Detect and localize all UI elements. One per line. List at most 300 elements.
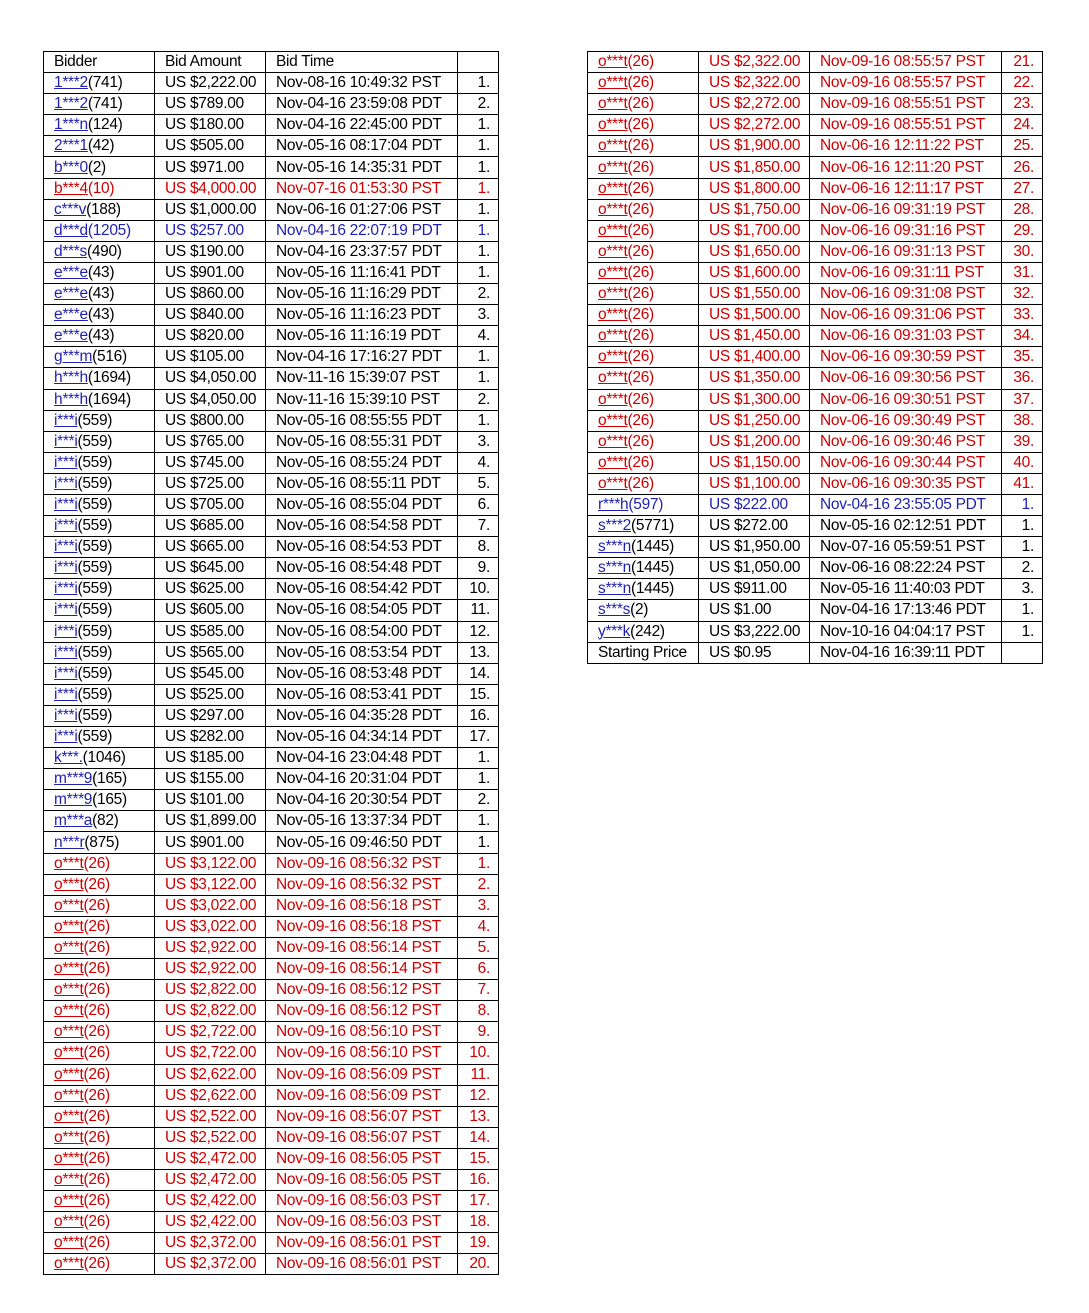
bidder-link[interactable]: o***t (54, 938, 84, 956)
feedback-score: (516) (92, 348, 127, 366)
table-row (44, 1191, 499, 1212)
feedback-score: (26) (83, 917, 110, 935)
bid-amount-cell: US $565.00 (155, 642, 266, 663)
bidder-link[interactable]: o***t (598, 306, 628, 324)
bidder-link[interactable]: o***t (54, 1023, 84, 1041)
bidder-cell (44, 537, 155, 558)
bid-amount-cell: US $2,422.00 (155, 1212, 266, 1233)
feedback-score: (26) (83, 1086, 110, 1104)
table-row (588, 136, 1043, 157)
bid-time-cell: Nov-09-16 08:56:03 PST (266, 1212, 458, 1233)
bidder-link[interactable]: o***t (598, 348, 628, 366)
bid-time-cell: Nov-06-16 09:31:19 PST (810, 199, 1002, 220)
bid-rank-cell: 5. (458, 937, 499, 958)
bid-amount-cell: US $155.00 (155, 769, 266, 790)
table-row (44, 431, 499, 452)
bidder-link[interactable]: o***t (598, 179, 628, 197)
bidder-link[interactable]: o***t (54, 896, 84, 914)
feedback-score: (26) (627, 474, 654, 492)
bid-rank-cell: 30. (1002, 241, 1043, 262)
table-row (44, 811, 499, 832)
bidder-link[interactable]: i***i (54, 664, 78, 682)
table-row (588, 368, 1043, 389)
bid-time-cell: Nov-05-16 08:54:58 PDT (266, 516, 458, 537)
bidder-cell (44, 1127, 155, 1148)
bidder-link[interactable]: o***t (54, 1192, 84, 1210)
bidder-link[interactable]: o***t (598, 369, 628, 387)
bidder-cell (588, 368, 699, 389)
bid-rank-cell: 20. (458, 1254, 499, 1275)
bidder-cell (44, 368, 155, 389)
bidder-link[interactable]: i***i (54, 432, 78, 450)
bidder-link[interactable]: o***t (54, 917, 84, 935)
bidder-link[interactable]: i***i (54, 622, 78, 640)
table-row (44, 1254, 499, 1275)
bidder-link[interactable]: n***r (54, 833, 85, 851)
bidder-link[interactable]: s***n (598, 538, 631, 556)
bidder-cell (588, 579, 699, 600)
bid-time-cell: Nov-09-16 08:56:32 PST (266, 874, 458, 895)
bidder-cell (588, 326, 699, 347)
feedback-score: (597) (628, 496, 664, 514)
feedback-score: (26) (83, 1044, 110, 1062)
bidder-link[interactable]: o***t (598, 327, 628, 345)
bidder-link[interactable]: 1***2 (54, 74, 88, 92)
bid-rank-cell: 16. (458, 705, 499, 726)
bidder-link[interactable]: i***i (54, 601, 78, 619)
bidder-link[interactable]: o***t (54, 854, 84, 872)
bidder-link[interactable]: i***i (54, 580, 78, 598)
bidder-cell (44, 684, 155, 705)
bidder-link[interactable]: i***i (54, 643, 78, 661)
bid-rank-cell: 1. (458, 811, 499, 832)
bid-rank-cell: 3. (458, 305, 499, 326)
bidder-cell (44, 199, 155, 220)
bidder-cell (44, 1254, 155, 1275)
feedback-score: (559) (77, 411, 113, 429)
bidder-cell (588, 410, 699, 431)
bid-time-cell: Nov-05-16 08:55:04 PDT (266, 494, 458, 515)
table-row (44, 94, 499, 115)
feedback-score: (26) (627, 453, 654, 471)
bid-rank-cell: 19. (458, 1233, 499, 1254)
table-row (44, 537, 499, 558)
bid-rank-cell: 34. (1002, 326, 1043, 347)
table-row (44, 1043, 499, 1064)
bid-time-cell: Nov-05-16 04:34:14 PDT (266, 727, 458, 748)
bidder-cell (44, 832, 155, 853)
bidder-link[interactable]: e***e (54, 306, 88, 324)
bid-amount-cell: US $4,050.00 (155, 368, 266, 389)
bidder-cell (588, 178, 699, 199)
bidder-cell (588, 136, 699, 157)
bidder-link[interactable]: o***t (598, 474, 628, 492)
bid-amount-cell: US $1,700.00 (699, 220, 810, 241)
bidder-cell (44, 494, 155, 515)
table-row (44, 1127, 499, 1148)
bid-rank-cell: 38. (1002, 410, 1043, 431)
feedback-score: (559) (77, 580, 113, 598)
bidder-link[interactable]: o***t (598, 390, 628, 408)
bidder-cell (44, 790, 155, 811)
bidder-cell (44, 178, 155, 199)
bidder-link[interactable]: o***t (54, 875, 84, 893)
bidder-link[interactable]: o***t (598, 158, 628, 176)
table-row (44, 1212, 499, 1233)
bid-time-cell: Nov-04-16 23:04:48 PDT (266, 748, 458, 769)
bid-time-cell: Nov-04-16 20:30:54 PDT (266, 790, 458, 811)
bidder-cell (44, 516, 155, 537)
table-row (44, 832, 499, 853)
bid-amount-cell: US $2,372.00 (155, 1254, 266, 1275)
bid-time-cell: Nov-04-16 23:59:08 PDT (266, 94, 458, 115)
table-row (44, 115, 499, 136)
feedback-score: (26) (627, 200, 654, 218)
bid-rank-cell: 1. (458, 73, 499, 94)
bid-rank-cell: 1. (458, 241, 499, 262)
bid-rank-cell: 4. (458, 326, 499, 347)
feedback-score: (242) (630, 622, 665, 640)
bid-amount-cell: US $2,422.00 (155, 1191, 266, 1212)
bidder-link[interactable]: o***t (54, 1002, 84, 1020)
bid-time-cell: Nov-09-16 08:56:07 PST (266, 1106, 458, 1127)
bid-rank-cell: 26. (1002, 157, 1043, 178)
bidder-link[interactable]: r***h (598, 496, 629, 514)
bidder-link[interactable]: d***s (54, 242, 87, 260)
bidder-link[interactable]: i***i (54, 559, 78, 577)
table-row (44, 1148, 499, 1169)
bid-amount-cell: US $2,522.00 (155, 1106, 266, 1127)
feedback-score: (1205) (87, 221, 131, 239)
bid-amount-cell: US $3,022.00 (155, 895, 266, 916)
bid-amount-cell: US $725.00 (155, 473, 266, 494)
bid-time-cell: Nov-09-16 08:56:05 PST (266, 1169, 458, 1190)
bidder-link[interactable]: o***t (54, 960, 84, 978)
bid-amount-cell: US $1,050.00 (699, 558, 810, 579)
bidder-link[interactable]: o***t (598, 453, 628, 471)
table-row (588, 621, 1043, 642)
bid-amount-cell: US $1,150.00 (699, 452, 810, 473)
bid-amount-cell: US $1,900.00 (699, 136, 810, 157)
bidder-link[interactable]: i***i (54, 728, 78, 746)
bidder-link[interactable]: 1***n (54, 116, 88, 134)
bid-time-cell: Nov-09-16 08:56:32 PST (266, 853, 458, 874)
bidder-link[interactable]: o***t (54, 1171, 84, 1189)
bidder-link[interactable]: o***t (54, 1149, 84, 1167)
feedback-score: (490) (86, 242, 122, 260)
bidder-link[interactable]: i***i (54, 474, 78, 492)
bid-time-cell: Nov-07-16 05:59:51 PST (810, 537, 1002, 558)
bid-amount-cell: US $1,800.00 (699, 178, 810, 199)
table-row (44, 895, 499, 916)
feedback-score: (559) (77, 601, 113, 619)
bid-rank-cell: 41. (1002, 473, 1043, 494)
bid-amount-cell: US $2,472.00 (155, 1169, 266, 1190)
bid-rank-cell: 15. (458, 684, 499, 705)
bid-time-cell: Nov-04-16 23:55:05 PDT (810, 494, 1002, 515)
bid-rank-cell: 8. (458, 537, 499, 558)
bid-amount-cell: US $1,250.00 (699, 410, 810, 431)
bid-amount-cell: US $1,200.00 (699, 431, 810, 452)
bidder-link[interactable]: h***h (54, 369, 88, 387)
bidder-cell (588, 621, 699, 642)
bid-rank-cell: 7. (458, 980, 499, 1001)
bid-amount-cell: US $2,272.00 (699, 94, 810, 115)
bidder-cell (44, 853, 155, 874)
bidder-link[interactable]: o***t (54, 1234, 84, 1252)
bidder-link[interactable]: i***i (54, 453, 78, 471)
bid-time-cell: Nov-05-16 08:55:24 PDT (266, 452, 458, 473)
bidder-link[interactable]: o***t (54, 1255, 84, 1273)
bidder-cell (44, 558, 155, 579)
feedback-score: (1046) (82, 749, 126, 767)
bidder-cell (588, 516, 699, 537)
feedback-score: (559) (77, 706, 113, 724)
bidder-link[interactable]: b***4 (54, 179, 88, 197)
bidder-link[interactable]: e***e (54, 285, 88, 303)
bidder-link[interactable]: i***i (54, 685, 78, 703)
bidder-link[interactable]: o***t (598, 411, 628, 429)
bidder-link[interactable]: o***t (54, 1128, 84, 1146)
starting-price-label: Starting Price (588, 642, 699, 663)
bid-rank-cell: 1. (458, 136, 499, 157)
bid-rank-cell: 1. (1002, 537, 1043, 558)
feedback-score: (5771) (630, 517, 674, 535)
bidder-cell (44, 663, 155, 684)
feedback-score: (2) (630, 601, 649, 619)
bidder-link[interactable]: o***t (54, 1086, 84, 1104)
bid-amount-cell: US $840.00 (155, 305, 266, 326)
bidder-link[interactable]: o***t (54, 981, 84, 999)
feedback-score: (1694) (87, 390, 131, 408)
bidder-cell (44, 769, 155, 790)
table-row (588, 241, 1043, 262)
bidder-link[interactable]: m***9 (54, 791, 93, 809)
bid-rank-cell: 1. (458, 853, 499, 874)
bidder-cell (44, 600, 155, 621)
bidder-link[interactable]: o***t (54, 1107, 84, 1125)
table-row (588, 220, 1043, 241)
bidder-link[interactable]: o***t (598, 200, 628, 218)
bidder-link[interactable]: o***t (598, 432, 628, 450)
bid-rank-cell: 1. (458, 410, 499, 431)
bidder-link[interactable]: d***d (54, 221, 88, 239)
table-row (44, 241, 499, 262)
bidder-link[interactable]: o***t (598, 74, 628, 92)
feedback-score: (42) (87, 137, 115, 155)
feedback-score: (559) (77, 685, 113, 703)
bidder-link[interactable]: c***v (54, 200, 87, 218)
bidder-link[interactable]: o***t (598, 263, 628, 281)
bidder-link[interactable]: i***i (54, 538, 78, 556)
table-row (44, 558, 499, 579)
starting-price-row (588, 642, 1043, 663)
bid-amount-cell: US $625.00 (155, 579, 266, 600)
bidder-cell (588, 73, 699, 94)
bid-rank-cell: 9. (458, 1022, 499, 1043)
bid-amount-cell: US $1,000.00 (155, 199, 266, 220)
table-row (44, 368, 499, 389)
table-row (44, 1001, 499, 1022)
bid-amount-cell: US $2,822.00 (155, 980, 266, 1001)
bid-amount-cell: US $1,850.00 (699, 157, 810, 178)
table-row (44, 1022, 499, 1043)
bid-time-cell: Nov-06-16 12:11:22 PST (810, 136, 1002, 157)
table-row (588, 94, 1043, 115)
bid-time-cell: Nov-05-16 09:46:50 PDT (266, 832, 458, 853)
bidder-cell (44, 347, 155, 368)
feedback-score: (26) (627, 432, 654, 450)
bid-rank-cell: 25. (1002, 136, 1043, 157)
bidder-link[interactable]: 2***1 (54, 137, 88, 155)
bid-amount-cell: US $2,922.00 (155, 959, 266, 980)
table-header-row (44, 52, 499, 73)
bid-rank-cell: 13. (458, 642, 499, 663)
bidder-link[interactable]: h***h (54, 390, 88, 408)
feedback-score: (26) (83, 1255, 110, 1273)
bidder-link[interactable]: o***t (54, 1065, 84, 1083)
bidder-cell (588, 115, 699, 136)
table-row (44, 347, 499, 368)
bid-time-cell: Nov-10-16 04:04:17 PST (810, 621, 1002, 642)
bid-time-cell: Nov-05-16 11:16:19 PDT (266, 326, 458, 347)
bidder-link[interactable]: i***i (54, 496, 78, 514)
bid-rank-cell: 37. (1002, 389, 1043, 410)
bid-rank-cell: 1. (1002, 600, 1043, 621)
bidder-link[interactable]: m***a (54, 812, 93, 830)
bid-amount-cell: US $2,822.00 (155, 1001, 266, 1022)
feedback-score: (26) (83, 938, 110, 956)
table-row (44, 980, 499, 1001)
bidder-cell (588, 94, 699, 115)
bidder-link[interactable]: i***i (54, 517, 78, 535)
bidder-link[interactable]: o***t (598, 53, 628, 71)
bid-rank-cell: 40. (1002, 452, 1043, 473)
feedback-score: (559) (77, 496, 113, 514)
table-row (44, 1085, 499, 1106)
bidder-link[interactable]: 1***2 (54, 95, 88, 113)
bidder-link[interactable]: i***i (54, 706, 78, 724)
bid-amount-cell: US $185.00 (155, 748, 266, 769)
bidder-link[interactable]: e***e (54, 263, 88, 281)
bidder-link[interactable]: b***0 (54, 158, 88, 176)
bidder-cell (44, 811, 155, 832)
table-row (44, 600, 499, 621)
bidder-link[interactable]: o***t (598, 95, 628, 113)
feedback-score: (26) (627, 53, 654, 71)
bid-rank-cell: 1. (458, 347, 499, 368)
table-row (44, 452, 499, 473)
feedback-score: (26) (83, 1234, 110, 1252)
bidder-link[interactable]: k***. (54, 749, 83, 767)
bidder-link[interactable]: o***t (598, 137, 628, 155)
bid-time-cell: Nov-06-16 09:30:56 PST (810, 368, 1002, 389)
table-row (588, 389, 1043, 410)
bid-amount-cell: US $3,222.00 (699, 621, 810, 642)
table-row (44, 178, 499, 199)
bid-rank-cell: 1. (458, 199, 499, 220)
bidder-link[interactable]: o***t (598, 285, 628, 303)
bidder-link[interactable]: i***i (54, 411, 78, 429)
table-row (588, 410, 1043, 431)
bid-amount-cell: US $257.00 (155, 220, 266, 241)
bid-amount-cell: US $971.00 (155, 157, 266, 178)
bid-amount-cell: US $901.00 (155, 262, 266, 283)
header-rank (458, 52, 499, 73)
table-row (44, 916, 499, 937)
bid-amount-cell: US $745.00 (155, 452, 266, 473)
bidder-cell (44, 136, 155, 157)
bidder-link[interactable]: o***t (598, 221, 628, 239)
bid-amount-cell: US $272.00 (699, 516, 810, 537)
bid-rank-cell: 14. (458, 1127, 499, 1148)
feedback-score: (2) (87, 158, 106, 176)
bid-rank-cell: 16. (458, 1169, 499, 1190)
table-row (588, 516, 1043, 537)
header-bid-amount: Bid Amount (155, 52, 266, 73)
bid-time-cell: Nov-06-16 09:31:08 PST (810, 284, 1002, 305)
feedback-score: (26) (627, 306, 654, 324)
bid-rank-cell: 2. (458, 284, 499, 305)
bidder-cell (44, 579, 155, 600)
bidder-link[interactable]: s***2 (598, 517, 631, 535)
bid-time-cell: Nov-05-16 08:54:48 PDT (266, 558, 458, 579)
bidder-link[interactable]: o***t (598, 242, 628, 260)
bidder-cell (44, 874, 155, 895)
bid-rank-cell: 2. (458, 94, 499, 115)
bidder-link[interactable]: o***t (54, 1044, 84, 1062)
feedback-score: (559) (77, 453, 113, 471)
bidder-link[interactable]: s***s (598, 601, 631, 619)
bid-rank-cell: 24. (1002, 115, 1043, 136)
bid-rank-cell: 32. (1002, 284, 1043, 305)
feedback-score: (43) (87, 263, 115, 281)
bid-time-cell: Nov-06-16 09:31:06 PST (810, 305, 1002, 326)
bid-time-cell: Nov-09-16 08:56:01 PST (266, 1254, 458, 1275)
table-row (588, 199, 1043, 220)
bidder-link[interactable]: g***m (54, 348, 93, 366)
bidder-link[interactable]: o***t (54, 1213, 84, 1231)
table-row (588, 473, 1043, 494)
bidder-cell (44, 115, 155, 136)
bid-amount-cell: US $2,372.00 (155, 1233, 266, 1254)
bidder-link[interactable]: s***n (598, 580, 631, 598)
bidder-link[interactable]: e***e (54, 327, 88, 345)
bid-rank-cell: 2. (458, 389, 499, 410)
bid-rank-cell: 8. (458, 1001, 499, 1022)
bid-time-cell: Nov-09-16 08:56:10 PST (266, 1022, 458, 1043)
bidder-link[interactable]: y***k (598, 622, 631, 640)
bid-rank-cell: 1. (458, 262, 499, 283)
bidder-link[interactable]: o***t (598, 116, 628, 134)
feedback-score: (26) (627, 242, 654, 260)
bid-time-cell: Nov-05-16 04:35:28 PDT (266, 705, 458, 726)
bid-time-cell: Nov-04-16 17:13:46 PDT (810, 600, 1002, 621)
feedback-score: (26) (627, 158, 654, 176)
bid-amount-cell: US $222.00 (699, 494, 810, 515)
table-row (588, 305, 1043, 326)
bid-time-cell: Nov-09-16 08:56:12 PST (266, 980, 458, 1001)
bid-amount-cell: US $605.00 (155, 600, 266, 621)
bid-time-cell: Nov-06-16 09:30:35 PST (810, 473, 1002, 494)
bid-amount-cell: US $2,622.00 (155, 1064, 266, 1085)
bid-rank-cell: 21. (1002, 52, 1043, 73)
bidder-link[interactable]: s***n (598, 559, 631, 577)
bid-time-cell: Nov-06-16 09:30:49 PST (810, 410, 1002, 431)
bid-amount-cell: US $860.00 (155, 284, 266, 305)
bid-time-cell: Nov-05-16 13:37:34 PDT (266, 811, 458, 832)
bidder-link[interactable]: m***9 (54, 770, 93, 788)
